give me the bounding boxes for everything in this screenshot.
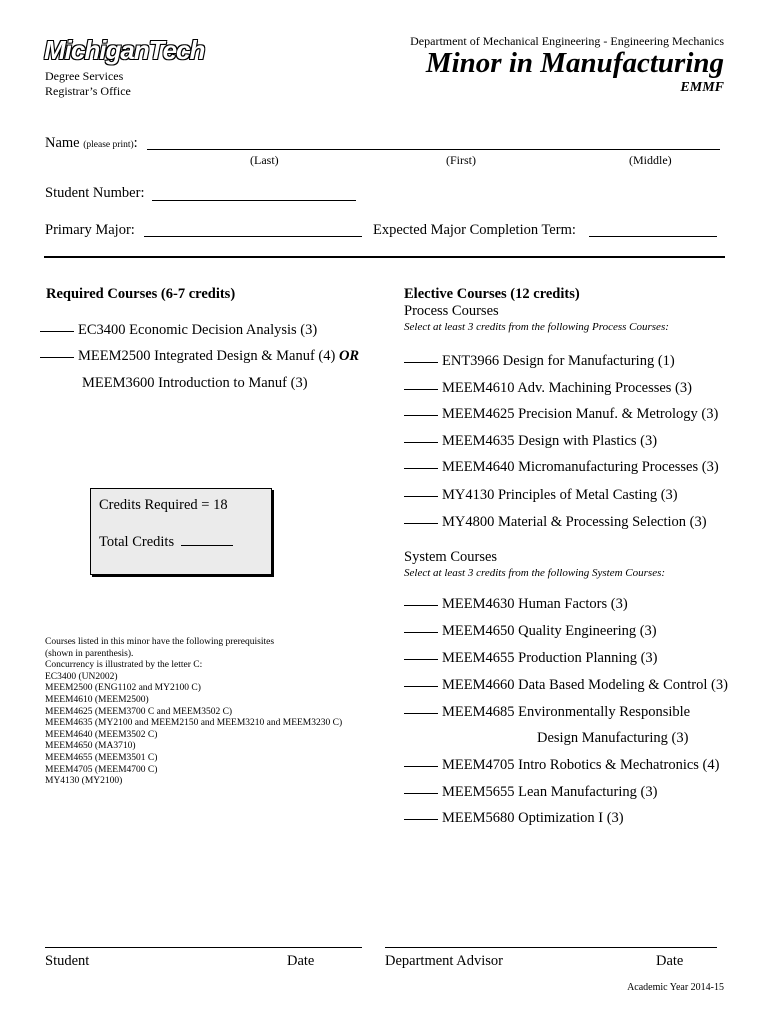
prereq-line: MEEM4625 (MEEM3700 C and MEEM3502 C) (45, 706, 233, 717)
checkbox-line[interactable] (40, 356, 74, 358)
course-label: ENT3966 Design for Manufacturing (1) (442, 353, 675, 369)
name-label: Name (45, 135, 80, 151)
process-course-item[interactable] (404, 487, 678, 504)
checkbox-line[interactable] (404, 361, 438, 363)
process-courses-heading: Process Courses (404, 303, 499, 319)
middle-name-caption: (Middle) (629, 153, 672, 167)
course-label: MEEM4655 Production Planning (3) (442, 650, 658, 666)
checkbox-line[interactable] (404, 792, 438, 794)
primary-major-input-line[interactable] (144, 236, 362, 237)
academic-year: Academic Year 2014-15 (627, 982, 724, 993)
first-name-caption: (First) (446, 153, 476, 167)
checkbox-line[interactable] (404, 522, 438, 524)
last-name-caption: (Last) (250, 153, 279, 167)
primary-major-label: Primary Major: (45, 222, 135, 238)
course-label: MEEM4625 Precision Manuf. & Metrology (3) (442, 406, 719, 422)
checkbox-line[interactable] (404, 604, 438, 606)
system-courses-note: Select at least 3 credits from the following System Courses: (404, 567, 666, 579)
course-label: MEEM5680 Optimization I (3) (442, 810, 624, 826)
course-label: MY4130 Principles of Metal Casting (3) (442, 487, 678, 503)
process-course-item[interactable] (404, 406, 718, 423)
credits-box (90, 488, 272, 575)
system-course-item[interactable] (404, 784, 657, 801)
checkbox-line[interactable] (404, 495, 438, 497)
elective-courses-heading: Elective Courses (12 credits) (404, 286, 580, 302)
michigan-tech-logo: MichiganTech (44, 35, 205, 65)
prereq-line: Courses listed in this minor have the following prerequisites (45, 637, 275, 647)
course-label: MEEM4635 Design with Plastics (3) (442, 433, 658, 449)
student-signature-label: Student (45, 953, 90, 969)
process-course-item[interactable] (404, 380, 692, 397)
prereq-line: Concurrency is illustrated by the letter C: (45, 660, 203, 671)
system-courses-heading: System Courses (404, 549, 498, 565)
prereq-line: MEEM4640 (MEEM3502 C) (45, 729, 158, 740)
section-divider (44, 256, 725, 258)
required-course-meem3600: MEEM3600 Introduction to Manuf (3) (82, 375, 308, 391)
checkbox-line[interactable] (404, 818, 438, 820)
course-label: MEEM4650 Quality Engineering (3) (442, 623, 657, 639)
course-label: MY4800 Material & Processing Selection (3) (442, 514, 707, 530)
checkbox-line[interactable] (40, 330, 74, 332)
checkbox-line[interactable] (404, 765, 438, 767)
prereq-line: MEEM4635 (MY2100 and MEEM2150 and MEEM3210 and MEEM3230 C) (45, 718, 343, 729)
process-courses-note: Select at least 3 credits from the following Process Courses: (404, 321, 669, 333)
student-date-label: Date (287, 953, 315, 969)
system-course-item[interactable] (404, 704, 690, 721)
checkbox-line[interactable] (404, 631, 438, 633)
completion-term-input-line[interactable] (589, 236, 717, 237)
course-label: MEEM4630 Human Factors (3) (442, 596, 628, 612)
checkbox-line[interactable] (404, 712, 438, 714)
system-course-item[interactable] (404, 810, 624, 827)
system-course-continuation: Design Manufacturing (3) (537, 730, 689, 746)
process-course-item[interactable] (404, 353, 675, 370)
course-label: MEEM4640 Micromanufacturing Processes (3) (442, 459, 719, 475)
system-course-item[interactable] (404, 596, 628, 613)
page-title: Minor in Manufacturing (425, 47, 724, 79)
office-line-1: Degree Services (45, 69, 124, 83)
program-code: EMMF (680, 80, 724, 95)
course-label: MEEM4685 Environmentally Responsible (442, 704, 691, 720)
prereq-line: EC3400 (UN2002) (45, 671, 118, 682)
required-course-ec3400[interactable] (40, 322, 317, 339)
course-label: MEEM2500 Integrated Design & Manuf (4) (78, 348, 336, 364)
name-colon: : (133, 135, 138, 151)
checkbox-line[interactable] (404, 685, 438, 687)
completion-term-label: Expected Major Completion Term: (373, 222, 576, 238)
required-course-meem2500[interactable] (40, 348, 359, 365)
prereq-line: MEEM4705 (MEEM4700 C) (45, 764, 158, 775)
prereq-line: MEEM4650 (MA3710) (45, 741, 136, 752)
process-course-item[interactable] (404, 459, 719, 476)
advisor-signature-label: Department Advisor (385, 953, 503, 969)
checkbox-line[interactable] (404, 414, 438, 416)
system-course-item[interactable] (404, 650, 657, 667)
advisor-date-label: Date (656, 953, 684, 969)
course-label: MEEM4705 Intro Robotics & Mechatronics (4) (442, 757, 720, 773)
prereq-line: MEEM4655 (MEEM3501 C) (45, 752, 158, 763)
name-hint: (please print) (83, 140, 134, 150)
system-course-item[interactable] (404, 677, 728, 694)
course-label: MEEM5655 Lean Manufacturing (3) (442, 784, 658, 800)
system-course-item[interactable] (404, 757, 719, 774)
system-course-item[interactable] (404, 623, 657, 640)
or-label: OR (338, 348, 360, 364)
required-courses-heading: Required Courses (6-7 credits) (46, 286, 236, 302)
checkbox-line[interactable] (404, 658, 438, 660)
office-line-2: Registrar’s Office (45, 84, 131, 98)
prereq-line: MY4130 (MY2100) (45, 776, 123, 787)
checkbox-line[interactable] (404, 467, 438, 469)
course-label: EC3400 Economic Decision Analysis (3) (78, 322, 318, 338)
course-label: MEEM4660 Data Based Modeling & Control (3) (442, 677, 728, 693)
name-input-line[interactable] (147, 149, 720, 150)
student-signature-line[interactable] (45, 947, 362, 948)
total-credits-input-line[interactable] (181, 545, 233, 546)
prerequisites-list (45, 637, 342, 788)
total-credits-label: Total Credits (99, 534, 175, 550)
department-name: Department of Mechanical Engineering - Engineering Mechanics (410, 34, 724, 48)
student-number-label: Student Number: (45, 185, 145, 201)
prereq-line: MEEM2500 (ENG1102 and MY2100 C) (45, 683, 201, 694)
total-credits-field (99, 534, 233, 551)
course-label: MEEM4610 Adv. Machining Processes (3) (442, 380, 692, 396)
checkbox-line[interactable] (404, 441, 438, 443)
prereq-line: MEEM4610 (MEEM2500) (45, 694, 149, 705)
checkbox-line[interactable] (404, 388, 438, 390)
credits-required-text: Credits Required = 18 (99, 497, 228, 513)
prereq-line: (shown in parenthesis). (45, 648, 134, 659)
process-course-item[interactable] (404, 433, 657, 450)
student-number-input-line[interactable] (152, 200, 356, 201)
name-field-label (45, 135, 138, 152)
process-course-item[interactable] (404, 514, 707, 531)
advisor-signature-line[interactable] (385, 947, 717, 948)
